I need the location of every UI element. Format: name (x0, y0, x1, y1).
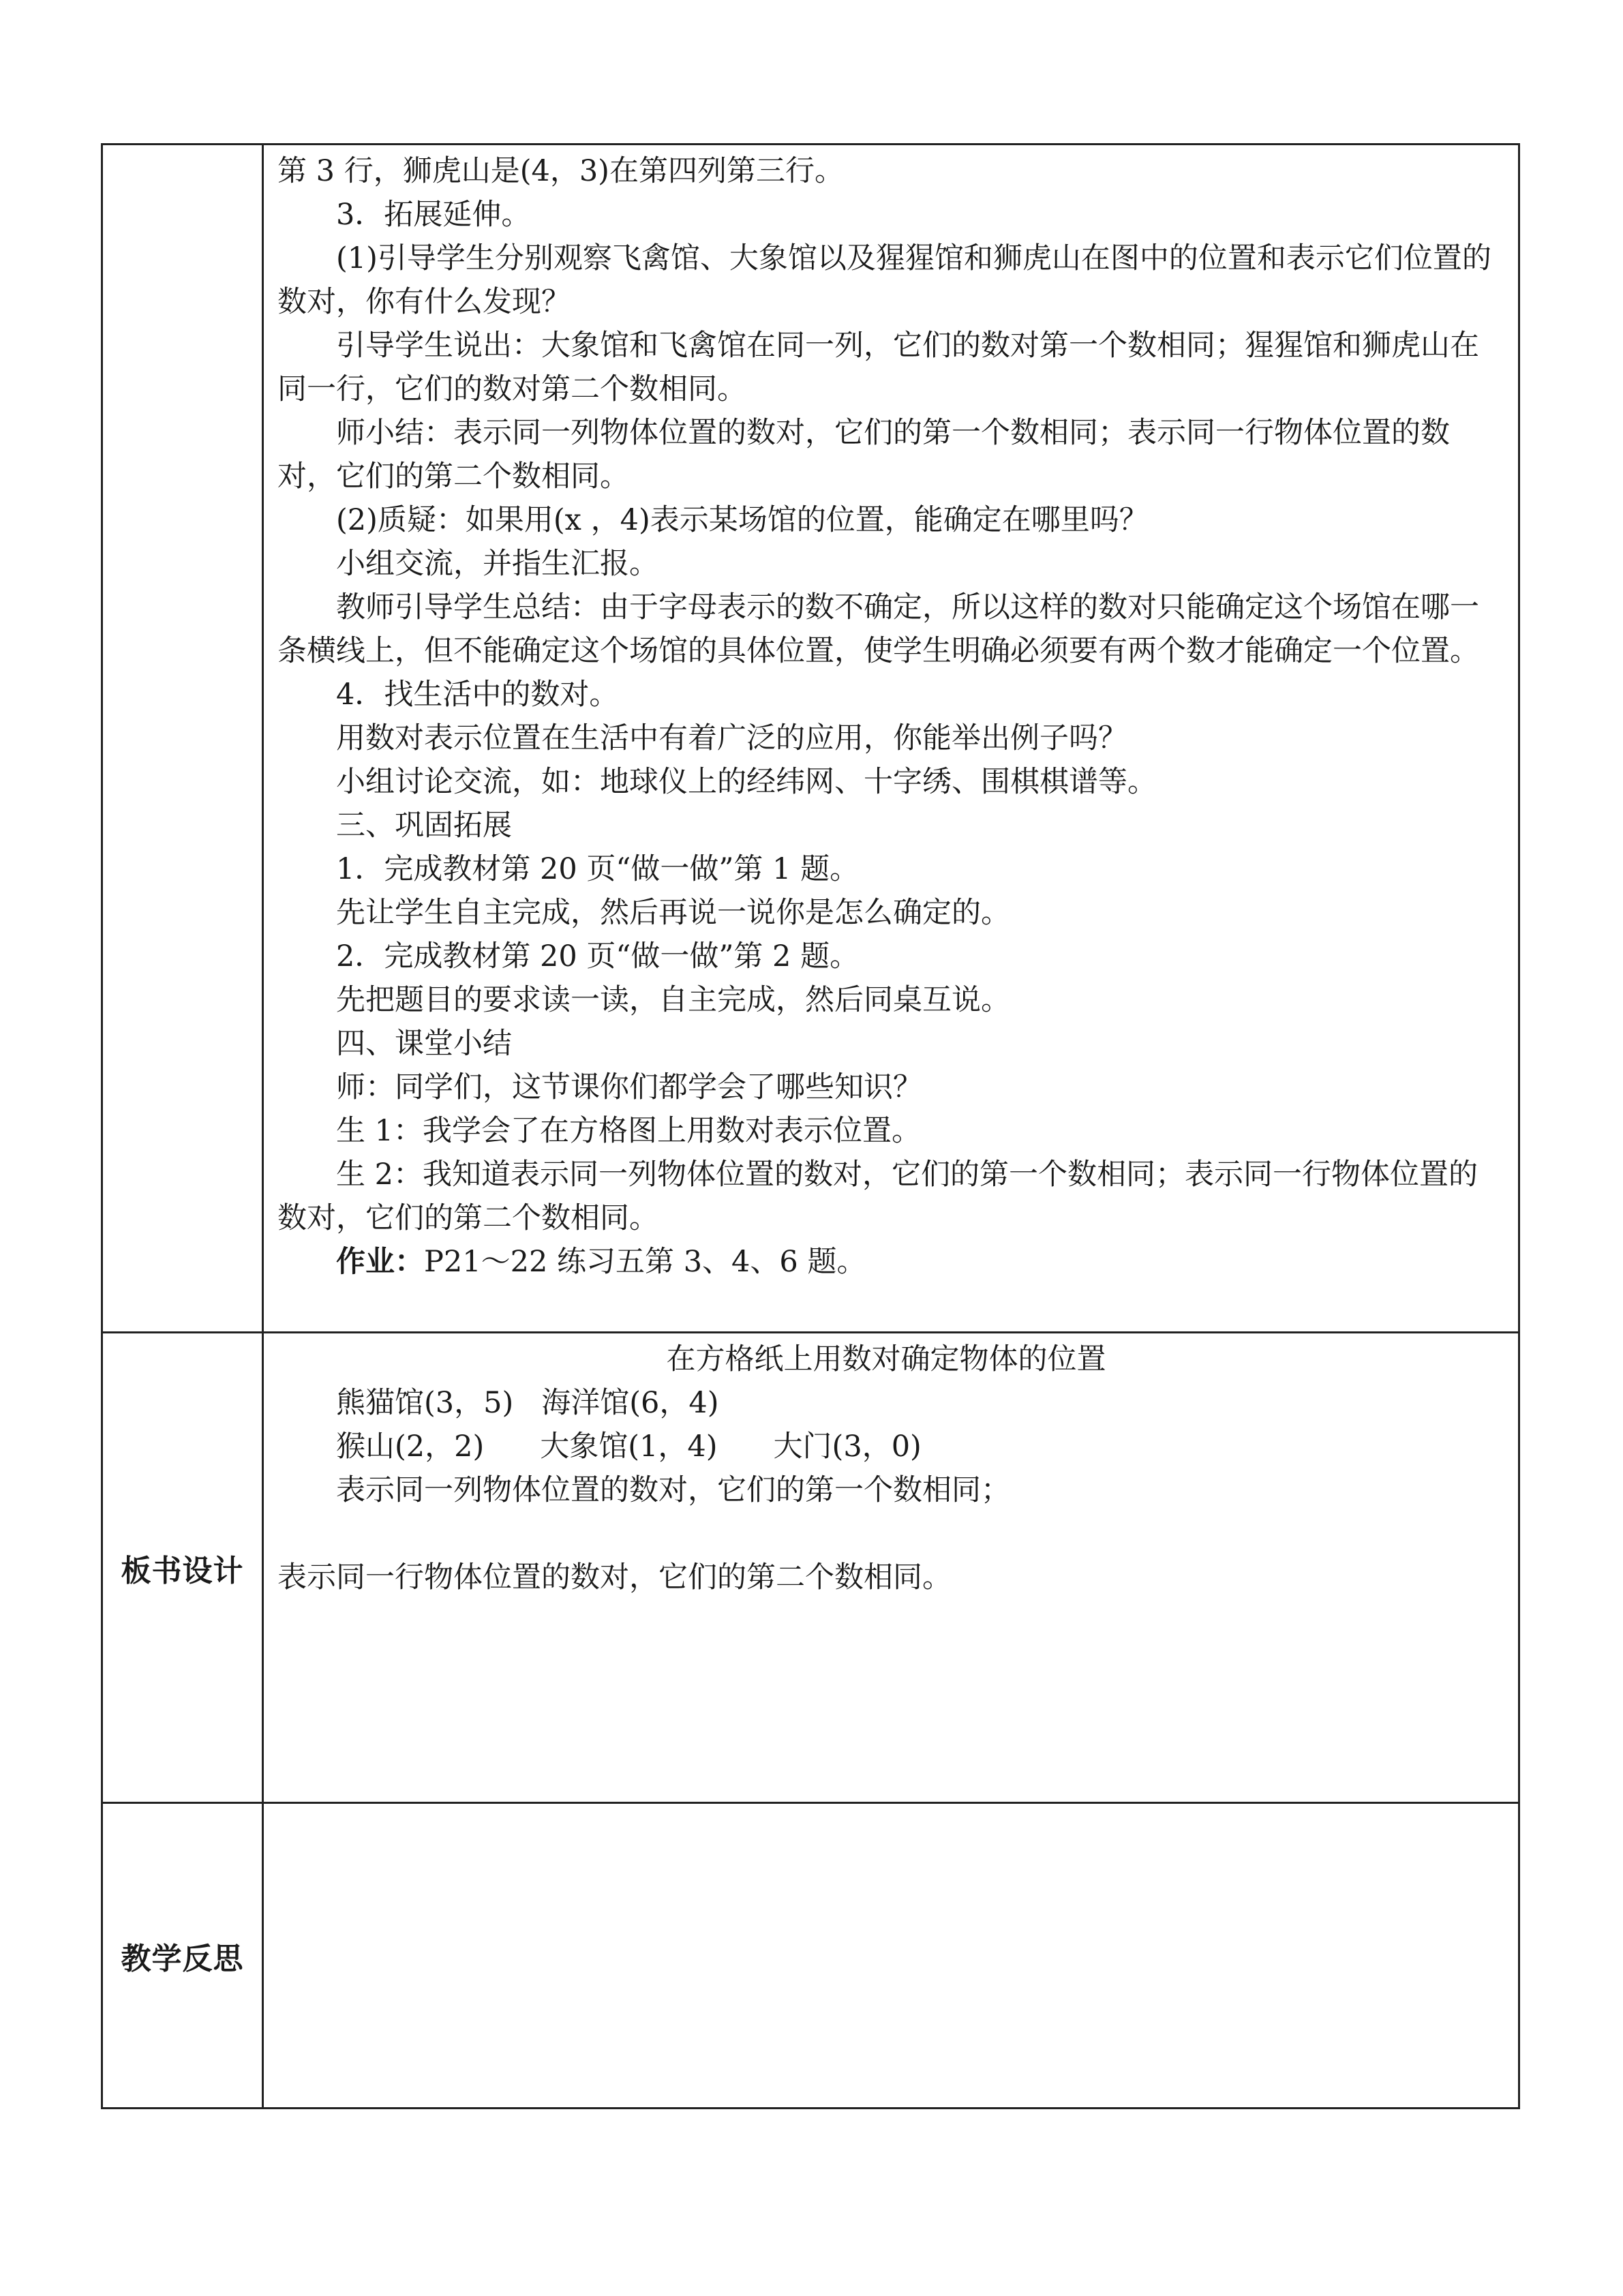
board-line: 熊猫馆(3，5) 海洋馆(6，4) (336, 1386, 719, 1420)
procedure-line: 四、课堂小结 (336, 1027, 512, 1061)
procedure-line: 1．完成教材第 20 页“做一做”第 1 题。 (336, 852, 860, 886)
procedure-line: 4．找生活中的数对。 (336, 678, 619, 712)
procedure-line: 用数对表示位置在生活中有着广泛的应用，你能举出例子吗？ (336, 721, 1127, 755)
procedure-line: 3．拓展延伸。 (336, 198, 531, 232)
board-line: 表示同一行物体位置的数对，它们的第二个数相同。 (277, 1560, 952, 1595)
reflection-content-cell (263, 1803, 1519, 2109)
board-line: 猴山(2，2) 大象馆(1，4) 大门(3，0) (336, 1430, 922, 1464)
board-title: 在方格纸上用数对确定物体的位置 (666, 1342, 1106, 1376)
procedure-content-cell (263, 145, 1519, 1333)
procedure-line: (2)质疑：如果用(x ，4)表示某场馆的位置，能确定在哪里吗？ (336, 503, 1149, 537)
procedure-label-cell (102, 145, 263, 1333)
lesson-plan-table (101, 143, 1520, 2109)
procedure-line: 2．完成教材第 20 页“做一做”第 2 题。 (336, 939, 860, 973)
board-design-content-cell (263, 1333, 1519, 1803)
homework-line (277, 1240, 1495, 1284)
procedure-content (264, 145, 1518, 1284)
procedure-line: 师：同学们，这节课你们都学会了哪些知识？ (336, 1070, 922, 1104)
procedure-line: 教师引导学生总结：由于字母表示的数不确定，所以这样的数对只能确定这个场馆在哪一条横线上，但不能确定这个场馆的具体位置，使学生明确必须要有两个数才能确定一个位置。 (277, 590, 1479, 668)
reflection-row (102, 1803, 1519, 2109)
procedure-line: 第 3 行，狮虎山是(4，3)在第四列第三行。 (277, 154, 844, 188)
procedure-line: 小组交流，并指生汇报。 (336, 547, 658, 581)
procedure-line: 生 2：我知道表示同一列物体位置的数对，它们的第一个数相同；表示同一行物体位置的数对，它们的第二个数相同。 (277, 1158, 1478, 1235)
procedure-line: 生 1：我学会了在方格图上用数对表示位置。 (336, 1114, 922, 1148)
procedure-line: (1)引导学生分别观察飞禽馆、大象馆以及猩猩馆和狮虎山在图中的位置和表示它们位置的数对，你有什么发现？ (277, 241, 1491, 319)
homework-label: 作业： (336, 1245, 424, 1279)
procedure-row (102, 145, 1519, 1333)
reflection-label: 教学反思 (102, 1803, 263, 2109)
procedure-line: 小组讨论交流，如：地球仪上的经纬网、十字绣、围棋棋谱等。 (336, 765, 1157, 799)
procedure-line: 三、巩固拓展 (336, 809, 512, 843)
procedure-line: 师小结：表示同一列物体位置的数对，它们的第一个数相同；表示同一行物体位置的数对，它们的第二个数相同。 (277, 416, 1450, 494)
board-line: 表示同一列物体位置的数对，它们的第一个数相同； (336, 1473, 1010, 1507)
procedure-line: 先把题目的要求读一读，自主完成，然后同桌互说。 (336, 983, 1010, 1017)
procedure-line: 引导学生说出：大象馆和飞禽馆在同一列，它们的数对第一个数相同；猩猩馆和狮虎山在同一行，它们的数对第二个数相同。 (277, 329, 1479, 406)
procedure-line: 先让学生自主完成，然后再说一说你是怎么确定的。 (336, 896, 1010, 930)
homework-text: P21～22 练习五第 3、4、6 题。 (424, 1245, 866, 1279)
board-design-content (264, 1333, 1518, 1599)
board-design-label: 板书设计 (102, 1333, 263, 1803)
board-design-row (102, 1333, 1519, 1803)
